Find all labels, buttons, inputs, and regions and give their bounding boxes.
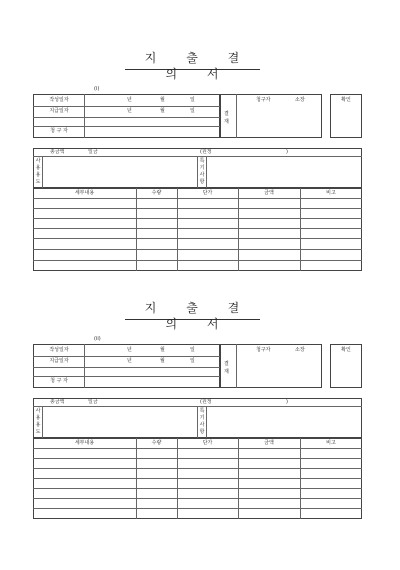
amount-label: (원정	[200, 399, 212, 405]
col-header-price: 단가	[202, 190, 213, 196]
approval-label: 결재	[224, 111, 229, 125]
col-header-qty: 수량	[151, 440, 162, 446]
note-label: 특기사항	[199, 158, 205, 185]
col-header-remark: 비고	[326, 190, 336, 196]
label-pay-date: 지급일자	[49, 358, 69, 364]
write-month: 월	[160, 97, 165, 103]
col-header-amount: 금액	[264, 440, 274, 446]
form-title: 지 출 결 의 서	[125, 50, 260, 70]
approval-claimant: 청구자	[256, 97, 271, 103]
col-header-remark: 비고	[326, 440, 336, 446]
section-label: (i)	[94, 86, 100, 92]
label-pay-date: 지급일자	[49, 108, 69, 114]
pay-year: 년	[127, 358, 132, 364]
currency-label: 일금	[88, 399, 98, 405]
pay-year: 년	[127, 108, 132, 114]
currency-label: 일금	[88, 149, 98, 155]
total-label: 총금액	[50, 149, 65, 155]
label-claimant: 청 구 자	[50, 378, 68, 384]
write-day: 일	[190, 97, 195, 103]
approval-manager: 소장	[295, 347, 305, 353]
write-year: 년	[127, 97, 132, 103]
pay-day: 일	[190, 108, 195, 114]
expense-form-2	[0, 250, 400, 535]
section-label: (ii)	[94, 336, 101, 342]
write-month: 월	[160, 347, 165, 353]
amount-label: (원정	[200, 149, 212, 155]
reason-label: 사용용도	[35, 408, 41, 435]
label-write-date: 작성일자	[49, 97, 69, 103]
label-claimant: 청 구 자	[50, 128, 68, 134]
approval-label: 결재	[224, 361, 229, 375]
note-label: 특기사항	[199, 408, 205, 435]
col-header-qty: 수량	[151, 190, 162, 196]
pay-day: 일	[190, 358, 195, 364]
pay-month: 월	[160, 358, 165, 364]
approval-manager: 소장	[295, 97, 305, 103]
pay-month: 월	[160, 108, 165, 114]
total-label: 총금액	[50, 399, 65, 405]
col-header-detail: 세부내용	[74, 190, 95, 196]
form-title: 지 출 결 의 서	[125, 300, 260, 320]
amount-close: )	[286, 149, 288, 155]
write-year: 년	[127, 347, 132, 353]
amount-close: )	[286, 399, 288, 405]
col-header-amount: 금액	[264, 190, 274, 196]
label-write-date: 작성일자	[49, 347, 69, 353]
write-day: 일	[190, 347, 195, 353]
approval-claimant: 청구자	[256, 347, 271, 353]
confirm-label: 확인	[341, 347, 351, 353]
col-header-price: 단가	[202, 440, 213, 446]
reason-label: 사용용도	[35, 158, 41, 185]
confirm-label: 확인	[341, 97, 351, 103]
col-header-detail: 세부내용	[74, 440, 95, 446]
